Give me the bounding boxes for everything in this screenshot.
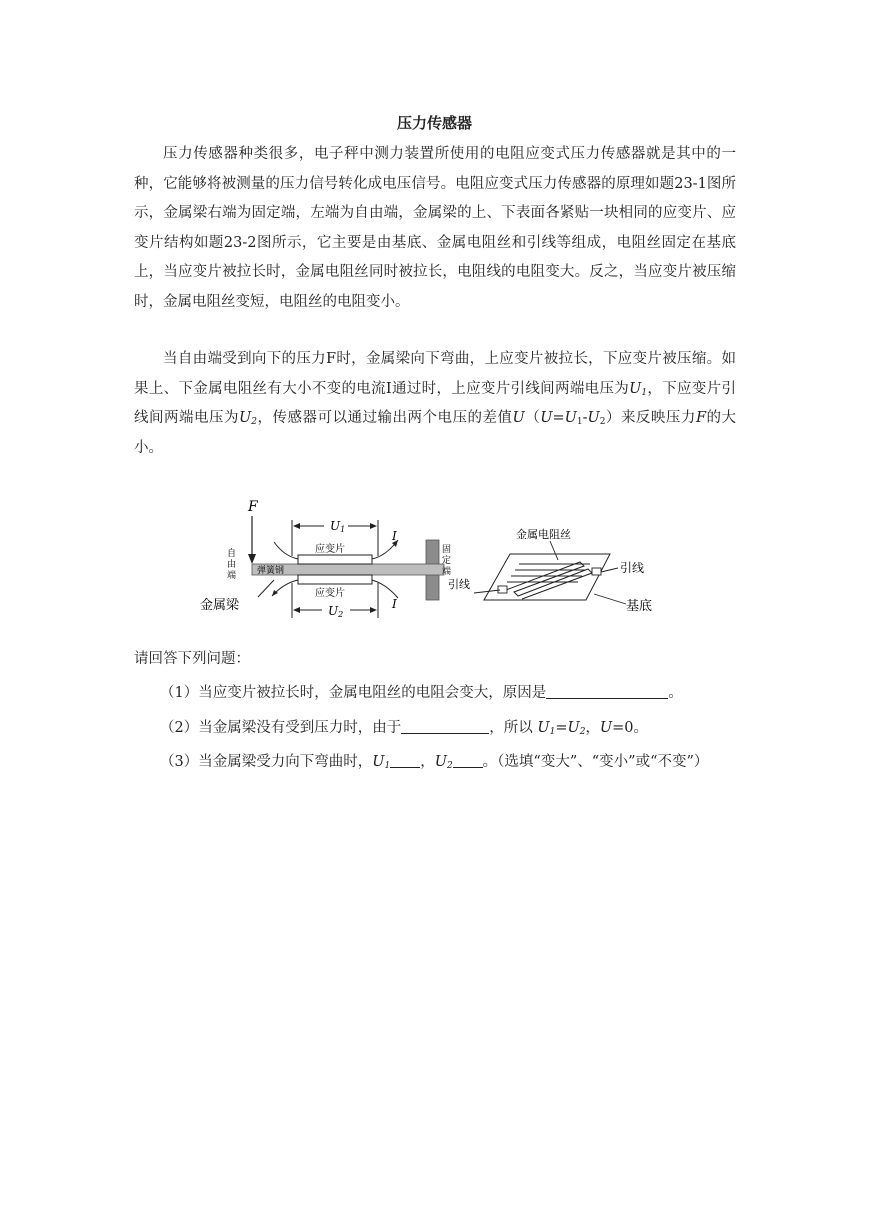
question-text: （2）当金属梁没有受到压力时，由于: [160, 720, 402, 736]
answer-blank[interactable]: [453, 753, 483, 768]
question-text: 。（选填“变大”、“变小”或“不变”）: [482, 754, 709, 770]
lead-pad-left: [498, 586, 507, 593]
strain-gauge-bottom: [298, 575, 372, 584]
sensor-figure: [200, 496, 662, 626]
strain-gauge-top: [298, 555, 372, 564]
text-segment: 的大小。: [134, 410, 736, 456]
answer-blank[interactable]: [546, 684, 668, 699]
strain-beam-diagram: [200, 499, 451, 619]
question-3: （3）当金属梁受力向下弯曲时，$U_1$ ，$U_2$ 。（选填“变大”、“变小”或“不变”）: [160, 754, 709, 771]
text-segment: 来反映压力: [620, 410, 696, 426]
formula-equal: $U_1=U_2$: [537, 720, 586, 737]
question-text: 。: [668, 685, 683, 701]
question-text: =0。: [612, 720, 649, 736]
var-u2: $U_2$: [434, 754, 453, 771]
label-spring-steel: 弹簧钢: [257, 566, 285, 576]
label-strain-top: 应变片: [315, 544, 345, 555]
text-segment: 当自由端受到向下的压力F时，金属梁向下弯曲，上应变片被拉长，下应变片被压缩。如果上、下金属电阻丝有大小不变的电流I通过时，上应变片引线间两端电压为: [134, 351, 736, 397]
lead-pad-right: [592, 568, 601, 575]
label-lead-left: 引线: [448, 578, 470, 591]
var-u1: $U_1$: [629, 380, 648, 398]
page-title: 压力传感器: [396, 114, 472, 132]
var-u1: $U_1$: [372, 754, 391, 771]
answer-blank[interactable]: [390, 753, 420, 768]
question-1: [160, 681, 683, 702]
question-text: ，所以: [489, 720, 533, 736]
label-current-bottom: I: [392, 597, 397, 611]
question-text: （1）当应变片被拉长时，金属电阻丝的电阻会变大，原因是: [160, 685, 547, 701]
label-metal-beam: 金属梁: [200, 598, 240, 613]
label-base: 基底: [626, 599, 653, 614]
label-f: F: [248, 499, 258, 515]
label-strain-bottom: 应变片: [315, 588, 345, 599]
paragraph-intro: 压力传感器种类很多，电子秤中测力装置所使用的电阻应变式压力传感器就是其中的一种，它能够将被测量的压力信号转化成电压信号。电阻应变式压力传感器的原理如题23-1图所示，金属梁右端为固定端，左端为自由端，金属梁的上、下表面各紧贴一块相同的应变片、应变片结构如题23-2图所示，它主要是由基底、金属电阻丝和引线等组成，电阻丝固定在基底上，当应变片被拉长时，金属电阻丝同时被拉长，电阻线的电阻变大。反之，当应变片被压缩时，金属电阻丝变短，电阻丝的电阻变小。: [134, 146, 736, 310]
var-u: U: [599, 720, 613, 736]
text-segment: ，下应变片引线间两端电压为: [134, 380, 736, 426]
label-u2: U2: [328, 604, 344, 619]
question-2: （2）当金属梁没有受到压力时，由于 ，所以 $U_1=U_2$，U=0。: [160, 720, 649, 737]
label-fixed-end: 固定端: [442, 545, 452, 577]
text-segment: ，传感器可以通过输出两个电压的差值: [256, 410, 513, 426]
paragraph-principle: [134, 345, 736, 463]
strain-gauge-structure: [448, 527, 652, 614]
var-u2: $U_2$: [239, 410, 257, 427]
var-f: F: [695, 410, 706, 426]
label-lead-right: 引线: [620, 561, 645, 575]
label-free-end: 自由端: [227, 549, 237, 581]
formula-diff: $U(U=U_1-U_2)$: [512, 410, 621, 427]
label-resistance-wire: 金属电阻丝: [516, 528, 571, 541]
label-u1: U1: [330, 519, 346, 534]
answer-blank[interactable]: [401, 719, 489, 734]
question-intro: 请回答下列问题：: [134, 651, 250, 667]
label-current-top: I: [392, 529, 397, 543]
question-text: （3）当金属梁受力向下弯曲时，: [160, 754, 373, 770]
